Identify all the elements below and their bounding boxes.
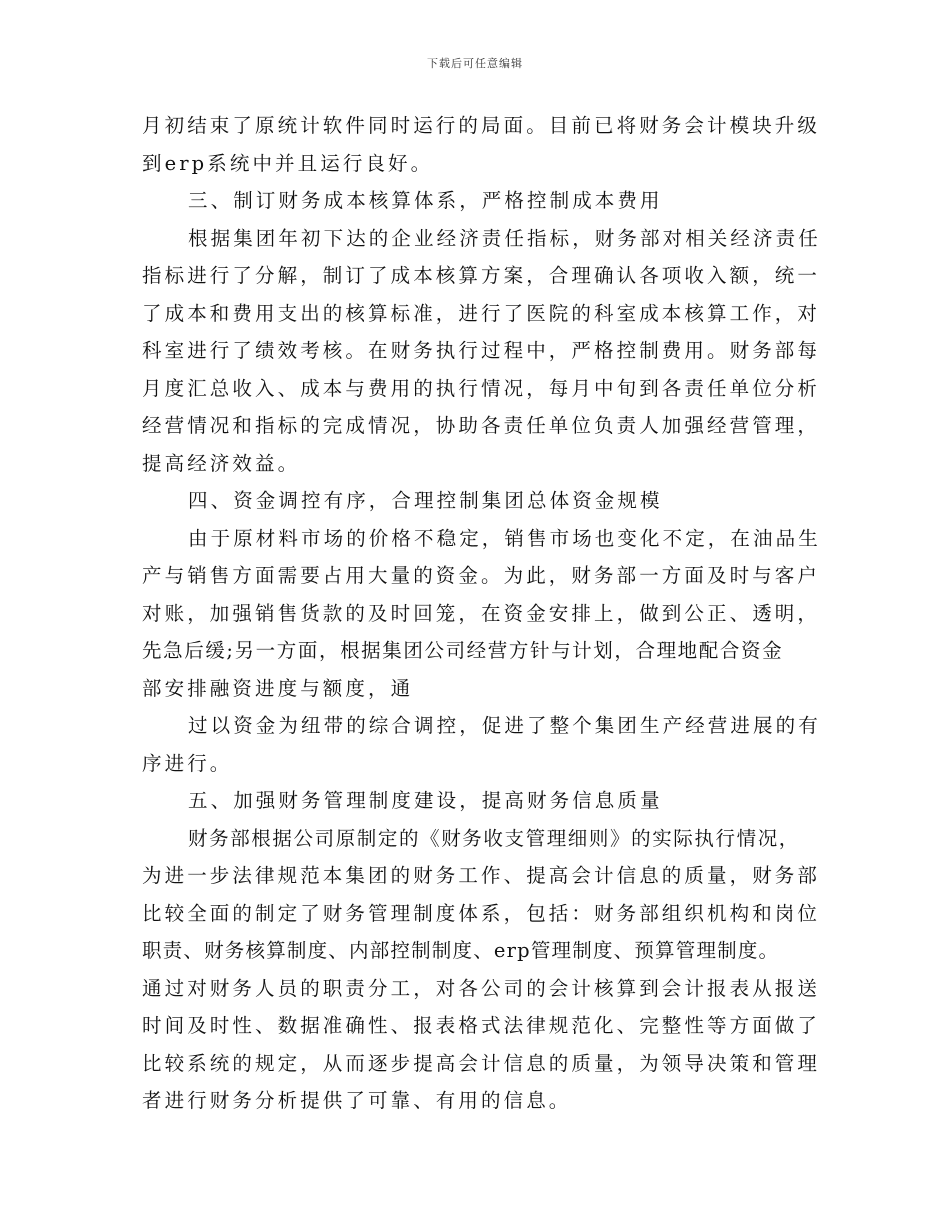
text-line: 经营情况和指标的完成情况，协助各责任单位负责人加强经营管理， bbox=[142, 414, 821, 437]
text-line: 产与销售方面需要占用大量的资金。为此，财务部一方面及时与客户 bbox=[142, 564, 821, 587]
document-body bbox=[142, 107, 821, 1120]
text-line: 先急后缓;另一方面，根据集团公司经营方针与计划，合理地配合资金 bbox=[142, 639, 784, 662]
text-line: 三、制订财务成本核算体系，严格控制成本费用 bbox=[188, 189, 663, 212]
text-line: 提高经济效益。 bbox=[142, 451, 301, 475]
text-line: 通过对财务人员的职责分工，对各公司的会计核算到会计报表从报送 bbox=[142, 976, 821, 1000]
text-line: 四、资金调控有序，合理控制集团总体资金规模 bbox=[188, 489, 663, 512]
text-line: 指标进行了分解，制订了成本核算方案，合理确认各项收入额，统一 bbox=[142, 264, 821, 287]
text-line: 部安排融资进度与额度，通 bbox=[142, 676, 414, 700]
text-line: 根据集团年初下达的企业经济责任指标，财务部对相关经济责任 bbox=[188, 226, 821, 250]
text-line: 五、加强财务管理制度建设，提高财务信息质量 bbox=[188, 789, 663, 812]
text-line: 了成本和费用支出的核算标准，进行了医院的科室成本核算工作，对 bbox=[142, 301, 821, 325]
text-line: 月初结束了原统计软件同时运行的局面。目前已将财务会计模块升级 bbox=[142, 114, 821, 137]
text-line: 比较全面的制定了财务管理制度体系，包括：财务部组织机构和岗位 bbox=[142, 901, 821, 925]
text-line: 者进行财务分析提供了可靠、有用的信息。 bbox=[142, 1089, 572, 1112]
text-line: 月度汇总收入、成本与费用的执行情况，每月中旬到各责任单位分析 bbox=[142, 376, 821, 400]
text-line: 比较系统的规定，从而逐步提高会计信息的质量，为领导决策和管理 bbox=[142, 1051, 821, 1075]
text-line: 由于原材料市场的价格不稳定，销售市场也变化不定，在油品生 bbox=[188, 526, 821, 550]
text-line: 职责、财务核算制度、内部控制制度、erp管理制度、预算管理制度。 bbox=[142, 939, 780, 962]
page-header: 下载后可任意编辑 bbox=[427, 57, 523, 70]
text-line: 过以资金为纽带的综合调控，促进了整个集团生产经营进展的有 bbox=[188, 714, 821, 737]
text-line: 序进行。 bbox=[142, 751, 233, 775]
text-line: 时间及时性、数据准确性、报表格式法律规范化、完整性等方面做了 bbox=[142, 1014, 821, 1037]
text-line: 到erp系统中并且运行良好。 bbox=[142, 151, 434, 175]
text-line: 为进一步法律规范本集团的财务工作、提高会计信息的质量，财务部 bbox=[142, 864, 821, 887]
text-line: 财务部根据公司原制定的《财务收支管理细则》的实际执行情况， bbox=[188, 826, 800, 850]
text-line: 对账，加强销售货款的及时回笼，在资金安排上，做到公正、透明， bbox=[142, 601, 821, 625]
text-line: 科室进行了绩效考核。在财务执行过程中，严格控制费用。财务部每 bbox=[142, 339, 821, 362]
